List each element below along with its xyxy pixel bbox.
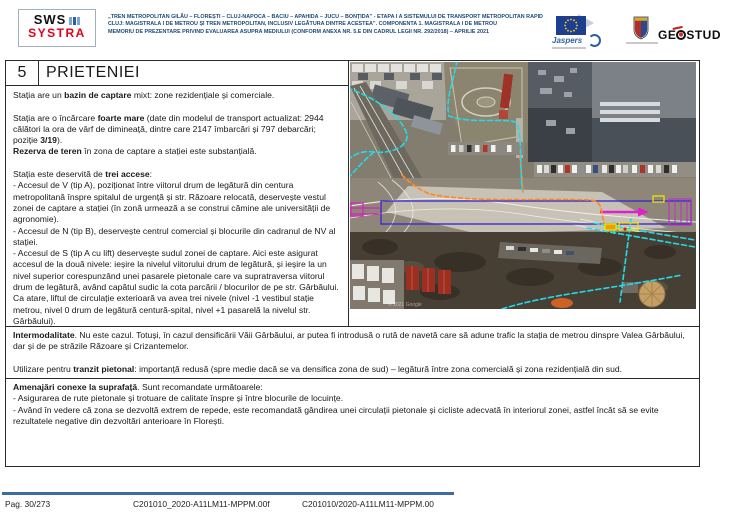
station-name: PRIETENIEI <box>46 64 140 81</box>
paragraph: Rezerva de teren în zona de captare a stației este substanțială. <box>13 146 257 157</box>
paragraph: Amenajări conexe la suprafață. Sunt recomandate următoarele: <box>13 382 263 392</box>
paragraph: Stația este deservită de trei accese: <box>13 169 153 180</box>
paragraph: - Accesul de S (tip A cu lift) deservește sudul zonei de captare. Aici este asigurat accesul de la două nivele: ieșire la nivelul viitorului drum de legătură, și ieșire la un nivel superior corespunzând unei pasarele pietonale care va supratraversa viitorul drum de legătură, având capătul sudic la cota parcării / blocurilor de pe str. Gârbăului. Ca atare, liftul de circulație exterioară va avea trei nivele (nivel -1 vestibul stație metrou, nivel 0 drum de legătură centură-spital, nivel +1 pasarelă la nivelul str. Gârbăului). <box>13 248 339 326</box>
point-marker-icon <box>623 227 626 230</box>
paragraph: Intermodalitate. Nu este cazul. Totuși, în cazul densificării Văii Gârbăului, ar putea fi introdusă o rută de navetă care să adune trafic la stația de metrou dinspre Valea Gârbăului, dar și de pe străzile Răzoare și Crizantemelor. <box>13 330 685 352</box>
paragraph: Stația are o încărcare foarte mare (date din modelul de transport actualizat: 2944 călători la ora de vârf de dimineață, dintre care 2147 îmbarcări și 797 debarcări; poziție 3/19). <box>13 112 324 146</box>
paragraph <box>13 353 692 364</box>
fine-print-placeholder <box>552 47 586 49</box>
document-header-title <box>108 14 578 36</box>
station-description <box>6 86 348 326</box>
intermodality-section <box>6 327 699 378</box>
station-sheet-table <box>5 60 700 467</box>
header-title-line: „TREN METROPOLITAN GILĂU – FLOREȘTI – CLUJ-NAPOCA – BACIU – APAHIDA – JUCU – BONȚIDA” - ETAPA I A SISTEMULUI DE TRANSPORT METROPOLITAN RAPID <box>108 14 543 20</box>
map-watermark: © 2021 Google <box>388 302 422 308</box>
paragraph: Stația are un bazin de captare mixt: zone rezidențiale și comerciale. <box>13 90 275 100</box>
paragraph <box>13 101 341 112</box>
paragraph <box>13 158 341 169</box>
paragraph: Utilizare pentru tranzit pietonal: importanță redusă (spre medie dacă se va densifica zona de sud) – legătură între zona comercială și zona rezidențială din sud. <box>13 363 623 374</box>
eu-flag-icon <box>556 16 586 35</box>
header-title-line: MEMORIU DE PREZENTARE PRIVIND EVALUAREA ASUPRA MEDIULUI (CONFORM ANEXA NR. 5.E DIN CADRUL LEGII NR. 292/2018) – APRILIE 2021 <box>108 28 489 35</box>
paragraph: - Accesul de V (tip A), poziționat între viitorul drum de legătură din centura metropolitană înspre spitalul de urgență și str. Răzoare relocată, deservește vestul zonei de captare a stației (în zonă urmează a se construi cămine ale universității de agronomie). <box>13 180 331 225</box>
geostud-wordmark-right: STUD <box>686 28 722 42</box>
surface-works-section <box>6 379 699 466</box>
systra-wordmark: SYSTRA <box>28 26 86 40</box>
geostud-logo <box>658 28 721 42</box>
paragraph: - Accesul de N (tip B), deservește centrul comercial și blocurile din cadranul de NV al stației. <box>13 225 336 247</box>
sws-systra-logo <box>18 9 96 47</box>
page-number: Pag. 30/273 <box>5 499 51 509</box>
geostud-wordmark-left: GE <box>658 28 677 42</box>
satellite-map <box>350 62 696 309</box>
sws-wordmark: SWS <box>33 12 67 27</box>
geostud-pick-icon <box>671 20 682 30</box>
sws-flag-icon <box>69 17 80 25</box>
station-number: 5 <box>17 64 27 81</box>
footer-rule <box>2 492 454 495</box>
geostud-globe-icon <box>676 30 686 40</box>
document-code-left: C201010_2020-A11LM11-MPPM.00f <box>133 499 270 509</box>
fine-print-placeholder <box>626 42 658 44</box>
paragraph: - Având în vedere că zona se dezvoltă extrem de repede, este recomandată gândirea unei circulații pietonale și cicliste adecvată în interiorul zonei, astfel încât să se evite rezultatele negative din dezvoltări anterioare în Florești. <box>13 404 659 426</box>
table-divider <box>348 61 349 326</box>
table-divider <box>38 61 39 85</box>
coat-of-arms-icon <box>633 16 649 40</box>
document-code-right: C201010/2020-A11LM11-MPPM.00 <box>302 499 434 509</box>
jaspers-swirl-icon <box>588 34 601 47</box>
header-title-line: CLUJ: MAGISTRALA I DE METROU ȘI TREN METROPOLITAN, INCLUSIV LEGĂTURA DINTRE ACESTEA”. COMPONENTA 1. MAGISTRALA I DE METROU <box>108 21 498 28</box>
paragraph: - Asigurarea de rute pietonale și trotuare de calitate înspre și între blocurile de locuințe. <box>13 393 344 404</box>
jaspers-label: Jaspers <box>552 36 583 45</box>
